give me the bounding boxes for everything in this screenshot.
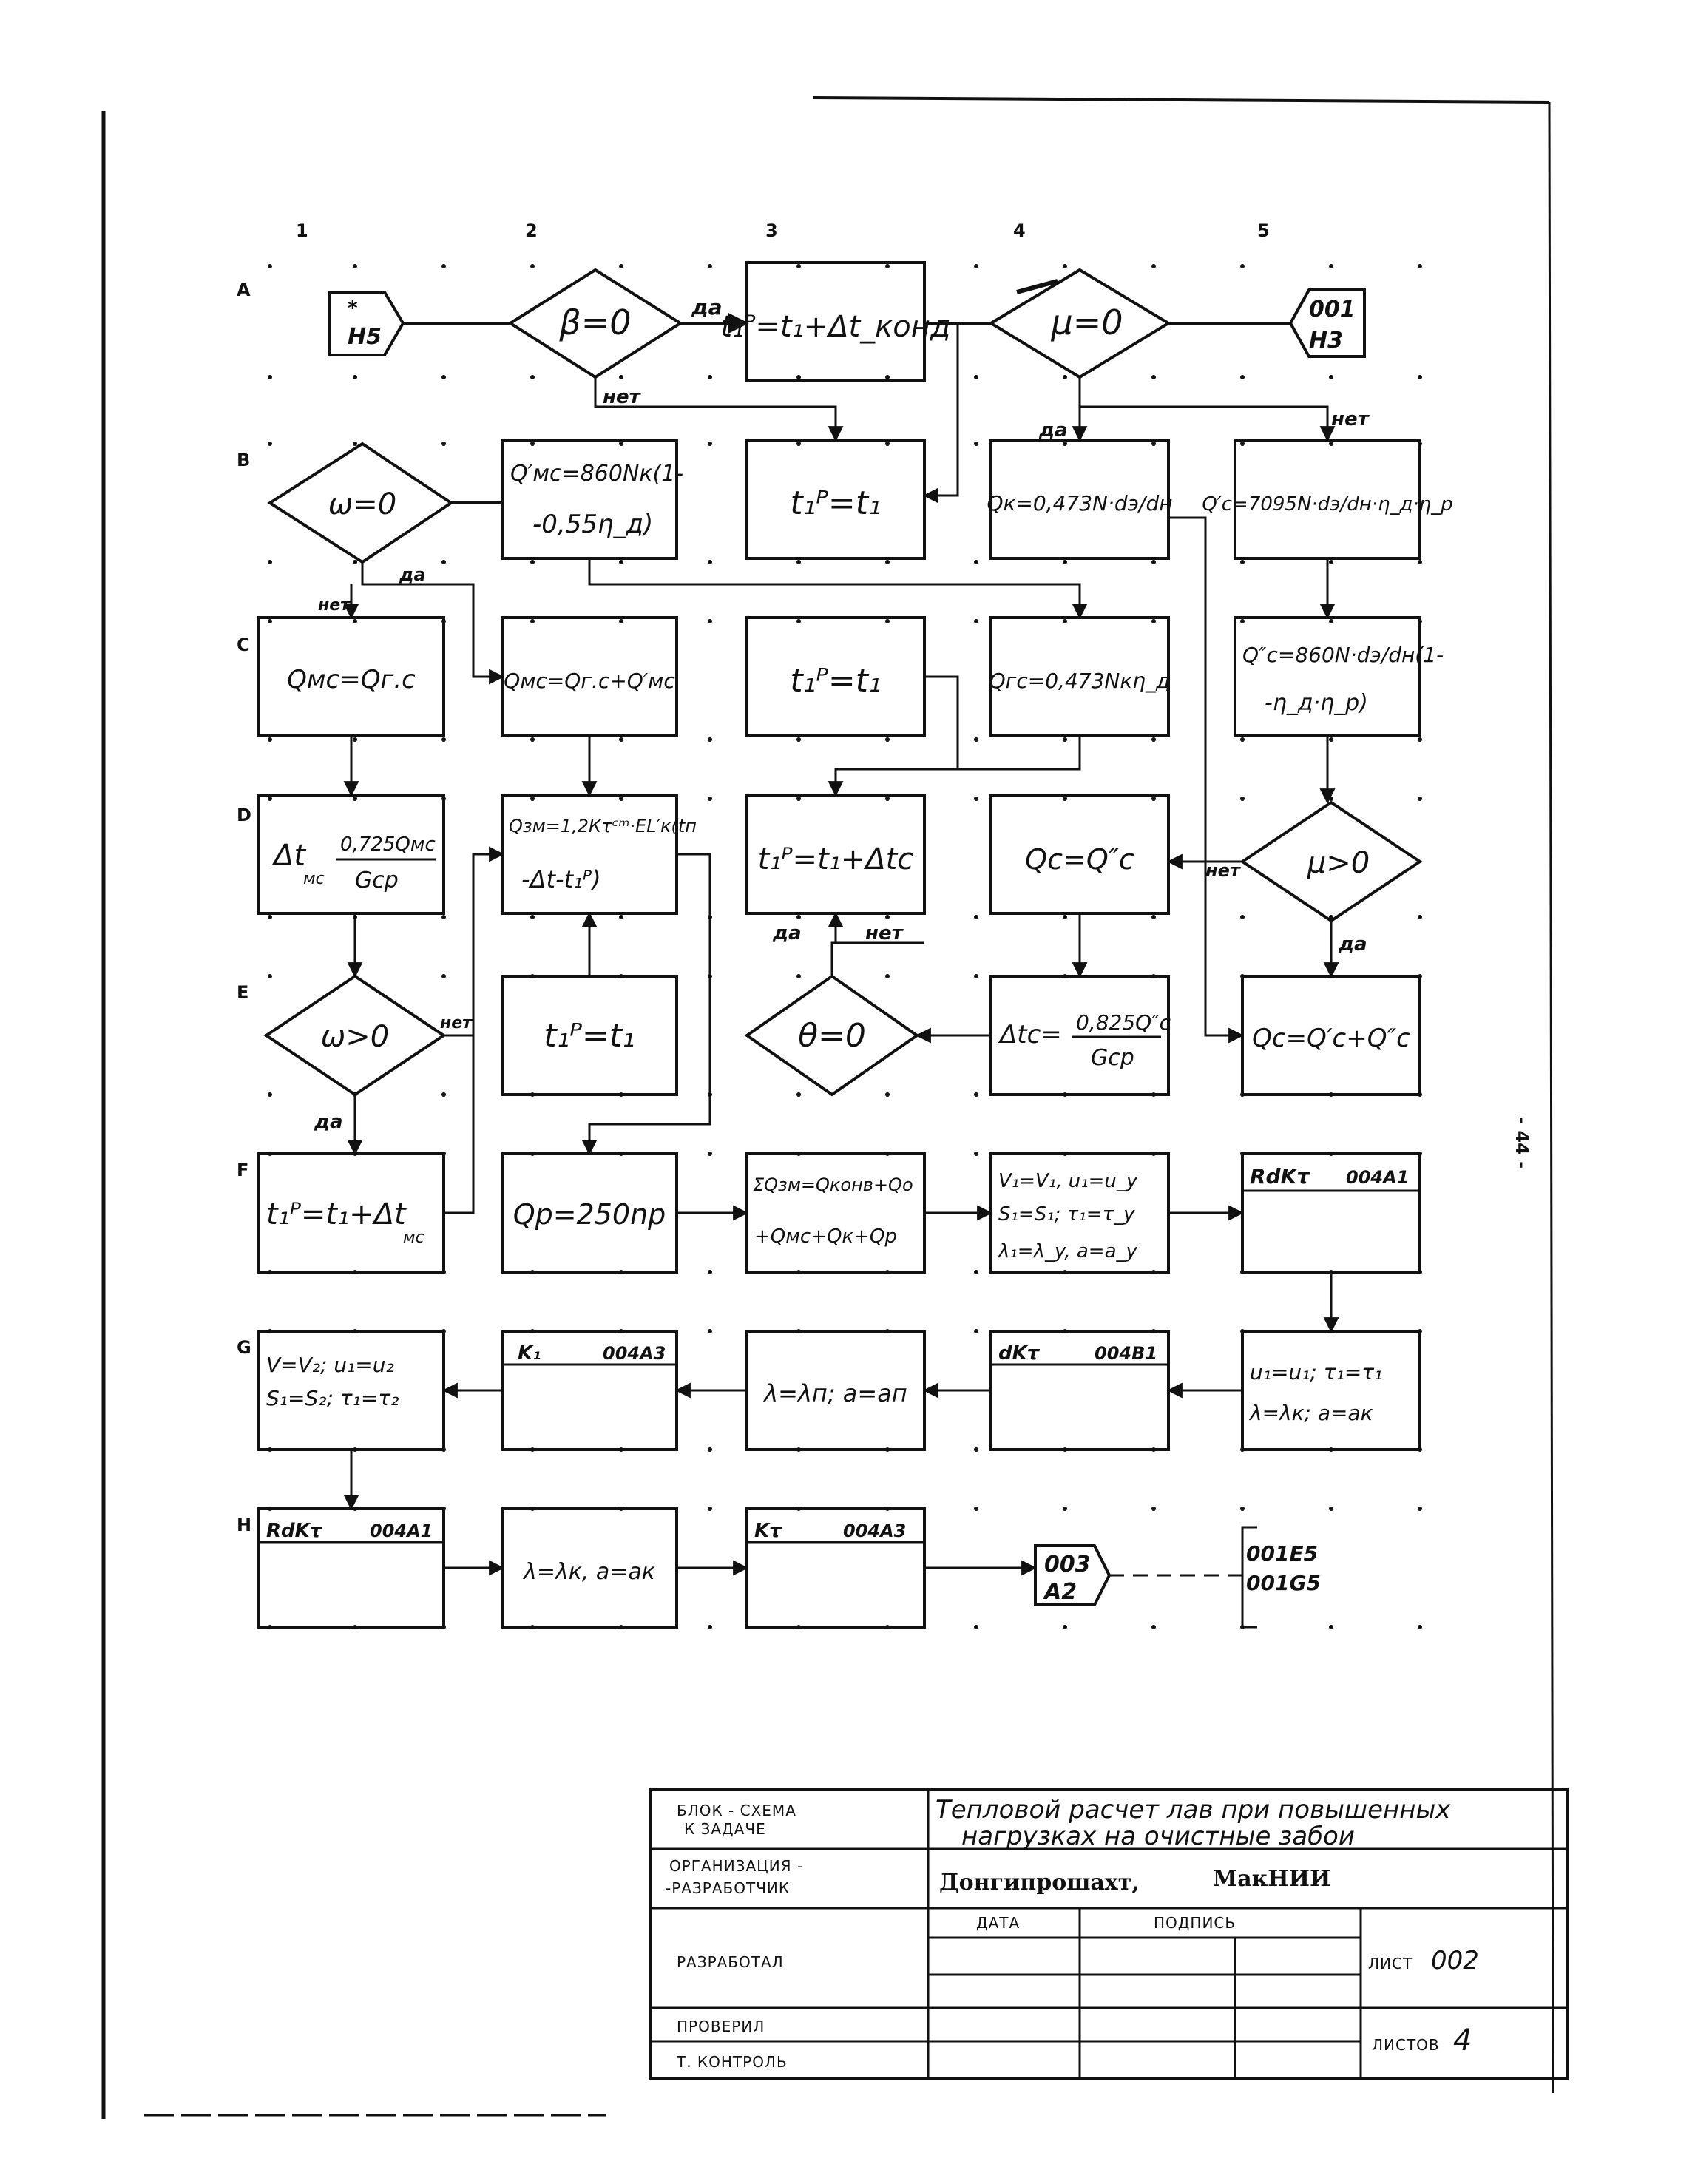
grid-dot	[974, 1152, 978, 1156]
grid-dot	[796, 737, 801, 742]
svg-text:-η_д·η_р): -η_д·η_р)	[1265, 690, 1368, 716]
grid-dot	[619, 560, 623, 564]
grid-dot	[1240, 797, 1245, 801]
grid-dot	[1418, 1625, 1422, 1629]
grid-dot	[1151, 1507, 1156, 1511]
grid-dot	[708, 1152, 712, 1156]
grid-dot	[796, 1092, 801, 1097]
annotation-h5	[1242, 1527, 1321, 1627]
grid-dot	[974, 915, 978, 919]
svg-text:-Δt-t₁ᴾ): -Δt-t₁ᴾ)	[521, 865, 601, 893]
grid-dot	[796, 442, 801, 446]
grid-dot	[708, 1447, 712, 1452]
svg-text:V₁=V₁, u₁=u_y: V₁=V₁, u₁=u_y	[998, 1170, 1138, 1192]
grid-dot	[268, 264, 272, 268]
label-e1-no: нет	[440, 1014, 472, 1032]
svg-text:A2: A2	[1044, 1579, 1077, 1605]
grid-dot	[1329, 1507, 1333, 1511]
process-c2	[503, 618, 677, 736]
grid-dot	[885, 1092, 890, 1097]
label-b1-yes: да	[399, 564, 426, 585]
grid-dot	[1151, 375, 1156, 379]
grid-dot	[1418, 737, 1422, 742]
grid-dot	[268, 1092, 272, 1097]
grid-dot	[1329, 560, 1333, 564]
grid-dot	[796, 619, 801, 623]
grid-dot	[974, 1270, 978, 1274]
svg-text:λ=λп; a=aп: λ=λп; a=aп	[764, 1379, 907, 1407]
grid-dot	[441, 974, 446, 978]
grid-dot	[268, 375, 272, 379]
grid-dot	[1063, 797, 1067, 801]
grid-dot	[530, 375, 535, 379]
grid-dot	[1240, 1507, 1245, 1511]
grid-dot	[619, 264, 623, 268]
grid-dot	[530, 264, 535, 268]
grid-dot	[708, 1507, 712, 1511]
title-row1-value-1: Тепловой расчет лав при повышенных	[936, 1795, 1451, 1825]
grid-dot	[1151, 442, 1156, 446]
connector-a5	[1290, 290, 1364, 356]
grid-dot	[885, 797, 890, 801]
svg-text:β=0: β=0	[559, 302, 632, 342]
process-f1	[259, 1154, 444, 1272]
grid-dot	[353, 375, 357, 379]
label-a2-yes: да	[691, 295, 723, 320]
column-label-4: 4	[1013, 220, 1026, 241]
grid-dot	[1329, 264, 1333, 268]
svg-text:004A3: 004A3	[603, 1343, 666, 1364]
process-f2	[503, 1154, 677, 1272]
grid-dot	[796, 797, 801, 801]
svg-text:θ=0: θ=0	[798, 1017, 866, 1055]
process-c4	[989, 618, 1171, 736]
grid-dot	[974, 1507, 978, 1511]
grid-dot	[708, 797, 712, 801]
grid-dot	[268, 737, 272, 742]
label-d5-yes: да	[1339, 933, 1367, 956]
svg-text:001E5: 001E5	[1246, 1541, 1319, 1566]
grid-dot	[974, 442, 978, 446]
svg-text:мс: мс	[303, 870, 325, 888]
row-label-a: A	[237, 280, 251, 300]
process-d3	[747, 795, 924, 913]
grid-dot	[268, 442, 272, 446]
grid-dot	[974, 264, 978, 268]
column-label-1: 1	[296, 220, 308, 241]
title-sheet-label: ЛИСТ	[1368, 1955, 1413, 1972]
svg-text:H3: H3	[1309, 328, 1343, 354]
svg-text:V=V₂; u₁=u₂: V=V₂; u₁=u₂	[266, 1353, 394, 1377]
svg-text:0,725Qмс: 0,725Qмс	[340, 834, 436, 856]
grid-dot	[530, 560, 535, 564]
column-label-3: 3	[765, 220, 778, 241]
title-row1-label-1: БЛОК - СХЕМА	[677, 1802, 796, 1819]
grid-dot	[796, 974, 801, 978]
subroutine-h3	[747, 1509, 924, 1627]
grid-dot	[1240, 264, 1245, 268]
grid-dot	[885, 375, 890, 379]
svg-text:Kτ: Kτ	[754, 1520, 782, 1542]
label-b1-no: нет	[318, 596, 350, 615]
grid-dot	[530, 797, 535, 801]
decision-e1	[266, 976, 444, 1095]
svg-text:001: 001	[1309, 297, 1356, 322]
grid-dot	[1418, 560, 1422, 564]
title-row1-value-2: нагрузках на очистные забои	[961, 1822, 1355, 1851]
grid-dot	[1329, 1625, 1333, 1629]
grid-dot	[1151, 1625, 1156, 1629]
grid-dot	[530, 737, 535, 742]
process-e4	[991, 976, 1171, 1095]
row-label-d: D	[237, 805, 251, 825]
grid-dot	[1418, 797, 1422, 801]
process-b5	[1202, 440, 1452, 558]
title-signature: ПОДПИСЬ	[1154, 1914, 1236, 1932]
grid-dot	[885, 560, 890, 564]
grid-dot	[619, 375, 623, 379]
grid-dot	[353, 560, 357, 564]
process-e5	[1242, 976, 1420, 1095]
grid-dot	[1063, 560, 1067, 564]
svg-text:004A3: 004A3	[843, 1521, 907, 1541]
process-d4	[991, 795, 1168, 913]
svg-text:H5: H5	[348, 324, 382, 350]
grid-dot	[708, 442, 712, 446]
svg-text:K₁: K₁	[518, 1342, 541, 1365]
grid-dot	[1418, 915, 1422, 919]
grid-dot	[974, 375, 978, 379]
grid-dot	[1240, 619, 1245, 623]
grid-dot	[1418, 264, 1422, 268]
grid-dot	[619, 442, 623, 446]
label-d5-no: нет	[1205, 860, 1240, 881]
grid-dot	[974, 797, 978, 801]
process-d1	[259, 795, 444, 913]
title-row2-label-1: ОРГАНИЗАЦИЯ -	[669, 1857, 804, 1875]
svg-text:λ=λк, a=aк: λ=λк, a=aк	[524, 1559, 655, 1585]
process-f3	[747, 1154, 924, 1272]
column-label-2: 2	[525, 220, 538, 241]
svg-text:Q′мс=860Nк(1-: Q′мс=860Nк(1-	[510, 461, 684, 487]
grid-dot	[885, 974, 890, 978]
grid-dot	[1151, 797, 1156, 801]
row-label-e: E	[237, 982, 249, 1003]
title-checked: ПРОВЕРИЛ	[677, 2018, 765, 2035]
grid-dot	[268, 974, 272, 978]
svg-text:S₁=S₁; τ₁=τ_y: S₁=S₁; τ₁=τ_y	[998, 1203, 1135, 1225]
grid-dot	[1063, 1507, 1067, 1511]
grid-dot	[708, 1270, 712, 1274]
title-date: ДАТА	[976, 1914, 1021, 1932]
row-label-c: C	[237, 635, 250, 655]
grid-dot	[796, 560, 801, 564]
process-c1	[259, 618, 444, 736]
grid-dot	[885, 619, 890, 623]
grid-dot	[530, 619, 535, 623]
grid-dot	[885, 737, 890, 742]
grid-dot	[885, 915, 890, 919]
grid-dot	[885, 264, 890, 268]
svg-text:Qс=Q″с: Qс=Q″с	[1025, 843, 1134, 876]
grid-dot	[1063, 1625, 1067, 1629]
grid-dot	[619, 737, 623, 742]
grid-dot	[708, 560, 712, 564]
grid-dot	[1418, 375, 1422, 379]
svg-text:001G5: 001G5	[1246, 1571, 1321, 1595]
row-labels	[237, 280, 251, 1535]
grid-dot	[353, 619, 357, 623]
svg-text:t₁ᴾ=t₁+Δt_конд: t₁ᴾ=t₁+Δt_конд	[720, 310, 951, 344]
grid-dot	[1240, 737, 1245, 742]
label-e1-yes: да	[314, 1111, 343, 1133]
grid-dot	[353, 264, 357, 268]
grid-dot	[1329, 619, 1333, 623]
grid-dot	[268, 619, 272, 623]
svg-text:ΣQзм=Qконв+Qо: ΣQзм=Qконв+Qо	[753, 1174, 913, 1195]
grid-dot	[530, 442, 535, 446]
grid-dot	[974, 1447, 978, 1452]
decision-a2	[510, 270, 680, 377]
svg-text:u₁=u₁; τ₁=τ₁: u₁=u₁; τ₁=τ₁	[1250, 1360, 1383, 1385]
svg-text:Qк=0,473N·dэ/dн: Qк=0,473N·dэ/dн	[987, 491, 1173, 515]
process-g5	[1242, 1331, 1420, 1450]
grid-dot	[1151, 264, 1156, 268]
svg-text:0,825Q″с: 0,825Q″с	[1076, 1010, 1171, 1035]
grid-dot	[708, 1329, 712, 1333]
grid-dots	[268, 264, 1422, 1629]
title-org2: МакНИИ	[1213, 1866, 1331, 1892]
svg-text:dKτ: dKτ	[998, 1342, 1040, 1365]
svg-text:Qмс=Qг.с: Qмс=Qг.с	[287, 665, 416, 694]
grid-dot	[1329, 442, 1333, 446]
grid-dot	[619, 797, 623, 801]
grid-dot	[1151, 915, 1156, 919]
process-g3	[747, 1331, 924, 1450]
grid-dot	[268, 797, 272, 801]
grid-dot	[1240, 442, 1245, 446]
svg-text:ω=0: ω=0	[328, 487, 397, 521]
grid-dot	[708, 264, 712, 268]
svg-text:003: 003	[1044, 1552, 1091, 1578]
grid-dot	[1063, 375, 1067, 379]
grid-dot	[1063, 264, 1067, 268]
svg-text:004A1: 004A1	[1346, 1167, 1410, 1188]
process-h2	[503, 1509, 677, 1627]
svg-text:t₁ᴾ=t₁: t₁ᴾ=t₁	[790, 662, 882, 700]
title-tech-control: Т. КОНТРОЛЬ	[677, 2053, 788, 2071]
row-label-g: G	[237, 1337, 251, 1358]
grid-dot	[708, 375, 712, 379]
grid-dot	[974, 560, 978, 564]
subroutine-g4	[991, 1331, 1168, 1450]
svg-text:*: *	[348, 297, 358, 320]
svg-text:-0,55η_д): -0,55η_д)	[532, 510, 654, 539]
grid-dot	[1418, 1507, 1422, 1511]
svg-text:Δtс=: Δtс=	[1000, 1020, 1062, 1049]
process-c5	[1235, 618, 1444, 736]
grid-dot	[885, 442, 890, 446]
svg-text:RdKτ: RdKτ	[1250, 1164, 1310, 1189]
subroutine-f5	[1242, 1154, 1420, 1272]
svg-text:Gcp: Gcp	[1091, 1045, 1134, 1071]
connector-a1	[329, 292, 403, 355]
svg-text:t₁ᴾ=t₁: t₁ᴾ=t₁	[544, 1017, 635, 1055]
svg-text:Qс=Q′с+Q″с: Qс=Q′с+Q″с	[1252, 1024, 1410, 1053]
row-label-b: B	[237, 450, 251, 470]
svg-text:Qмс=Qг.с+Q′мс: Qмс=Qг.с+Q′мс	[504, 669, 675, 693]
process-b4	[987, 440, 1172, 558]
svg-text:t₁ᴾ=t₁+Δtс: t₁ᴾ=t₁+Δtс	[757, 842, 914, 876]
grid-dot	[974, 737, 978, 742]
decision-a4	[991, 270, 1168, 377]
svg-text:t₁ᴾ=t₁+Δt: t₁ᴾ=t₁+Δt	[266, 1197, 406, 1231]
row-label-h: H	[237, 1515, 252, 1535]
svg-text:Qгс=0,473Nкη_д: Qгс=0,473Nкη_д	[989, 669, 1171, 693]
subroutine-g2	[503, 1331, 677, 1450]
column-label-5: 5	[1257, 220, 1270, 241]
svg-text:ω>0: ω>0	[320, 1020, 390, 1054]
grid-dot	[1063, 915, 1067, 919]
grid-dot	[1240, 375, 1245, 379]
grid-dot	[1063, 737, 1067, 742]
svg-text:RdKτ: RdKτ	[266, 1520, 322, 1542]
grid-dot	[796, 375, 801, 379]
page-number: - 44 -	[1512, 1117, 1532, 1169]
grid-dot	[1329, 737, 1333, 742]
title-sheet-value: 002	[1431, 1946, 1479, 1975]
grid-dot	[441, 737, 446, 742]
svg-text:S₁=S₂; τ₁=τ₂: S₁=S₂; τ₁=τ₂	[266, 1386, 399, 1410]
title-sheets-value: 4	[1453, 2024, 1472, 2058]
decision-b1	[270, 444, 451, 562]
process-b2	[503, 440, 683, 558]
grid-dot	[974, 1329, 978, 1333]
label-a4-no: нет	[1331, 408, 1369, 430]
grid-dot	[974, 974, 978, 978]
decision-d5	[1242, 802, 1420, 921]
grid-dot	[441, 264, 446, 268]
svg-text:Gcp: Gcp	[355, 868, 399, 893]
grid-dot	[268, 915, 272, 919]
process-c3	[747, 618, 924, 736]
title-sheets-label: ЛИСТОВ	[1372, 2036, 1440, 2054]
grid-dot	[1063, 442, 1067, 446]
svg-text:μ=0: μ=0	[1051, 302, 1123, 342]
grid-dot	[1063, 619, 1067, 623]
label-a2-no: нет	[603, 386, 640, 408]
svg-text:+Qмс+Qк+Qр: +Qмс+Qк+Qр	[754, 1225, 897, 1248]
grid-dot	[268, 560, 272, 564]
grid-dot	[619, 619, 623, 623]
grid-dot	[1240, 915, 1245, 919]
grid-dot	[530, 915, 535, 919]
grid-dot	[974, 619, 978, 623]
grid-dot	[441, 442, 446, 446]
grid-dot	[353, 442, 357, 446]
grid-dot	[1151, 560, 1156, 564]
svg-text:Δt: Δt	[274, 839, 306, 873]
svg-text:λ₁=λ_y, a=a_y: λ₁=λ_y, a=a_y	[998, 1240, 1137, 1262]
grid-dot	[796, 264, 801, 268]
title-row2-label-2: -РАЗРАБОТЧИК	[666, 1879, 791, 1897]
process-a3	[720, 263, 950, 381]
svg-text:004B1: 004B1	[1095, 1343, 1158, 1364]
svg-text:Qзм=1,2Кτᶜᵐ·ЕL′к(tп: Qзм=1,2Кτᶜᵐ·ЕL′к(tп	[509, 816, 697, 836]
grid-dot	[974, 1092, 978, 1097]
grid-dot	[1240, 560, 1245, 564]
title-block	[651, 1790, 1568, 2078]
process-g1	[259, 1331, 444, 1450]
grid-dot	[708, 737, 712, 742]
grid-dot	[1151, 737, 1156, 742]
grid-dot	[974, 1625, 978, 1629]
svg-text:мс: мс	[403, 1228, 424, 1247]
column-labels	[296, 220, 1270, 241]
process-e2	[503, 976, 677, 1095]
label-d3-no: нет	[865, 922, 903, 944]
process-d2	[503, 795, 697, 913]
label-d3-yes: да	[773, 922, 802, 944]
grid-dot	[1151, 619, 1156, 623]
process-b3	[747, 440, 924, 558]
decision-e3	[747, 976, 917, 1095]
svg-text:004A1: 004A1	[370, 1521, 433, 1541]
svg-text:Q″с=860N·dэ/dн(1-: Q″с=860N·dэ/dн(1-	[1242, 643, 1444, 667]
title-developed: РАЗРАБОТАЛ	[677, 1953, 784, 1971]
grid-dot	[441, 375, 446, 379]
title-org: Донгипрошахт,	[939, 1870, 1140, 1896]
connector-h4	[1035, 1546, 1109, 1605]
grid-dot	[441, 560, 446, 564]
grid-dot	[708, 619, 712, 623]
grid-dot	[441, 915, 446, 919]
svg-text:μ>0: μ>0	[1307, 846, 1370, 880]
grid-dot	[1329, 375, 1333, 379]
grid-dot	[619, 915, 623, 919]
svg-text:λ=λк; a=aк: λ=λк; a=aк	[1250, 1401, 1373, 1425]
svg-text:Q′с=7095N·dэ/dн·η_д·η_р: Q′с=7095N·dэ/dн·η_д·η_р	[1202, 493, 1453, 515]
title-row1-label-2: К ЗАДАЧЕ	[684, 1820, 766, 1838]
label-a4-yes: да	[1039, 419, 1068, 442]
grid-dot	[441, 1092, 446, 1097]
row-label-f: F	[237, 1160, 249, 1180]
subroutine-h1	[259, 1509, 444, 1627]
process-f4	[991, 1154, 1168, 1272]
grid-dot	[708, 1625, 712, 1629]
grid-dot	[353, 737, 357, 742]
grid-dot	[796, 915, 801, 919]
svg-text:Qр=250nр: Qр=250nр	[512, 1198, 666, 1231]
svg-text:t₁ᴾ=t₁: t₁ᴾ=t₁	[790, 484, 882, 522]
grid-dot	[353, 797, 357, 801]
grid-dot	[1329, 797, 1333, 801]
